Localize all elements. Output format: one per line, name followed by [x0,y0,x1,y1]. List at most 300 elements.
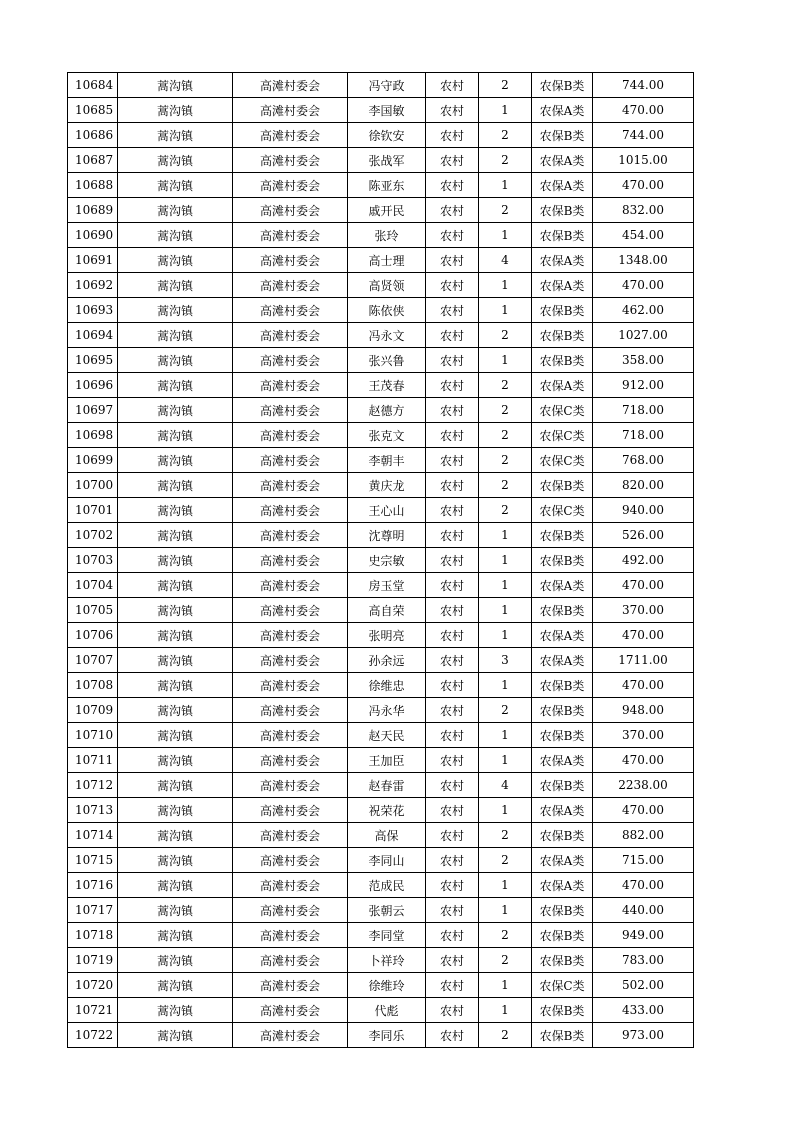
town-cell: 蒿沟镇 [118,948,233,973]
insurance-category-cell: 农保A类 [532,373,593,398]
household-type-cell: 农村 [426,73,479,98]
table-row [68,648,694,673]
table-row [68,448,694,473]
village-committee-cell: 高滩村委会 [233,248,348,273]
amount-cell: 470.00 [593,98,694,123]
record-number-cell: 10719 [68,948,118,973]
person-name-cell: 张玲 [348,223,426,248]
town-cell: 蒿沟镇 [118,448,233,473]
amount-cell: 718.00 [593,423,694,448]
family-size-cell: 1 [479,898,532,923]
family-size-cell: 1 [479,673,532,698]
amount-cell: 470.00 [593,748,694,773]
village-committee-cell: 高滩村委会 [233,148,348,173]
insurance-category-cell: 农保A类 [532,273,593,298]
town-cell: 蒿沟镇 [118,1023,233,1048]
family-size-cell: 1 [479,298,532,323]
family-size-cell: 1 [479,998,532,1023]
amount-cell: 502.00 [593,973,694,998]
person-name-cell: 李朝丰 [348,448,426,473]
insurance-category-cell: 农保A类 [532,173,593,198]
insurance-category-cell: 农保B类 [532,673,593,698]
village-committee-cell: 高滩村委会 [233,998,348,1023]
amount-cell: 1348.00 [593,248,694,273]
person-name-cell: 代彪 [348,998,426,1023]
person-name-cell: 高贤领 [348,273,426,298]
village-committee-cell: 高滩村委会 [233,323,348,348]
record-number-cell: 10706 [68,623,118,648]
village-committee-cell: 高滩村委会 [233,598,348,623]
person-name-cell: 范成民 [348,873,426,898]
insurance-category-cell: 农保B类 [532,948,593,973]
village-committee-cell: 高滩村委会 [233,473,348,498]
person-name-cell: 王加臣 [348,748,426,773]
amount-cell: 370.00 [593,723,694,748]
record-number-cell: 10721 [68,998,118,1023]
table-row [68,423,694,448]
person-name-cell: 陈亚东 [348,173,426,198]
insurance-category-cell: 农保B类 [532,323,593,348]
record-number-cell: 10686 [68,123,118,148]
village-committee-cell: 高滩村委会 [233,873,348,898]
family-size-cell: 1 [479,798,532,823]
village-committee-cell: 高滩村委会 [233,548,348,573]
record-number-cell: 10712 [68,773,118,798]
family-size-cell: 2 [479,498,532,523]
town-cell: 蒿沟镇 [118,773,233,798]
insurance-category-cell: 农保A类 [532,848,593,873]
insurance-category-cell: 农保C类 [532,973,593,998]
table-row [68,898,694,923]
household-type-cell: 农村 [426,523,479,548]
person-name-cell: 戚开民 [348,198,426,223]
insurance-category-cell: 农保B类 [532,298,593,323]
person-name-cell: 张战军 [348,148,426,173]
household-type-cell: 农村 [426,423,479,448]
record-number-cell: 10707 [68,648,118,673]
insurance-category-cell: 农保B类 [532,523,593,548]
town-cell: 蒿沟镇 [118,198,233,223]
family-size-cell: 1 [479,748,532,773]
family-size-cell: 2 [479,848,532,873]
town-cell: 蒿沟镇 [118,848,233,873]
person-name-cell: 沈尊明 [348,523,426,548]
person-name-cell: 房玉堂 [348,573,426,598]
table-row [68,273,694,298]
household-type-cell: 农村 [426,298,479,323]
person-name-cell: 冯守政 [348,73,426,98]
insurance-category-cell: 农保B类 [532,898,593,923]
village-committee-cell: 高滩村委会 [233,773,348,798]
town-cell: 蒿沟镇 [118,698,233,723]
amount-cell: 744.00 [593,73,694,98]
table-row [68,548,694,573]
record-number-cell: 10720 [68,973,118,998]
household-type-cell: 农村 [426,623,479,648]
family-size-cell: 2 [479,373,532,398]
household-type-cell: 农村 [426,873,479,898]
village-committee-cell: 高滩村委会 [233,698,348,723]
amount-cell: 470.00 [593,623,694,648]
person-name-cell: 黄庆龙 [348,473,426,498]
town-cell: 蒿沟镇 [118,923,233,948]
family-size-cell: 4 [479,773,532,798]
table-row [68,148,694,173]
family-size-cell: 1 [479,223,532,248]
amount-cell: 470.00 [593,873,694,898]
insurance-category-cell: 农保A类 [532,98,593,123]
table-row [68,73,694,98]
amount-cell: 744.00 [593,123,694,148]
record-number-cell: 10701 [68,498,118,523]
person-name-cell: 徐维玲 [348,973,426,998]
family-size-cell: 2 [479,448,532,473]
village-committee-cell: 高滩村委会 [233,623,348,648]
table-row [68,348,694,373]
family-size-cell: 1 [479,623,532,648]
household-type-cell: 农村 [426,398,479,423]
amount-cell: 492.00 [593,548,694,573]
town-cell: 蒿沟镇 [118,423,233,448]
insurance-category-cell: 农保B类 [532,348,593,373]
village-committee-cell: 高滩村委会 [233,423,348,448]
household-type-cell: 农村 [426,698,479,723]
amount-cell: 470.00 [593,798,694,823]
town-cell: 蒿沟镇 [118,748,233,773]
village-committee-cell: 高滩村委会 [233,573,348,598]
amount-cell: 820.00 [593,473,694,498]
amount-cell: 973.00 [593,1023,694,1048]
town-cell: 蒿沟镇 [118,298,233,323]
insurance-category-cell: 农保B类 [532,998,593,1023]
insurance-category-cell: 农保C类 [532,498,593,523]
person-name-cell: 张明亮 [348,623,426,648]
household-type-cell: 农村 [426,248,479,273]
family-size-cell: 1 [479,548,532,573]
person-name-cell: 张克文 [348,423,426,448]
household-type-cell: 农村 [426,998,479,1023]
amount-cell: 462.00 [593,298,694,323]
town-cell: 蒿沟镇 [118,548,233,573]
household-type-cell: 农村 [426,473,479,498]
amount-cell: 1711.00 [593,648,694,673]
town-cell: 蒿沟镇 [118,898,233,923]
household-type-cell: 农村 [426,223,479,248]
family-size-cell: 3 [479,648,532,673]
town-cell: 蒿沟镇 [118,823,233,848]
table-row [68,223,694,248]
table-row [68,98,694,123]
family-size-cell: 2 [479,473,532,498]
family-size-cell: 2 [479,1023,532,1048]
record-number-cell: 10700 [68,473,118,498]
town-cell: 蒿沟镇 [118,523,233,548]
person-name-cell: 赵春雷 [348,773,426,798]
household-type-cell: 农村 [426,898,479,923]
village-committee-cell: 高滩村委会 [233,848,348,873]
household-type-cell: 农村 [426,273,479,298]
person-name-cell: 徐钦安 [348,123,426,148]
amount-cell: 358.00 [593,348,694,373]
person-name-cell: 李同乐 [348,1023,426,1048]
family-size-cell: 1 [479,573,532,598]
table-row [68,248,694,273]
amount-cell: 470.00 [593,273,694,298]
insurance-category-cell: 农保C类 [532,423,593,448]
table-row [68,773,694,798]
table-row [68,998,694,1023]
record-number-cell: 10696 [68,373,118,398]
table-row [68,298,694,323]
family-size-cell: 1 [479,723,532,748]
village-committee-cell: 高滩村委会 [233,673,348,698]
person-name-cell: 卜祥玲 [348,948,426,973]
town-cell: 蒿沟镇 [118,98,233,123]
record-number-cell: 10713 [68,798,118,823]
village-committee-cell: 高滩村委会 [233,948,348,973]
insurance-category-cell: 农保B类 [532,598,593,623]
amount-cell: 718.00 [593,398,694,423]
family-size-cell: 2 [479,698,532,723]
amount-cell: 882.00 [593,823,694,848]
table-row [68,748,694,773]
household-type-cell: 农村 [426,198,479,223]
table-row [68,948,694,973]
allowance-table [67,72,694,1048]
household-type-cell: 农村 [426,598,479,623]
table-row [68,723,694,748]
record-number-cell: 10697 [68,398,118,423]
table-row [68,673,694,698]
family-size-cell: 1 [479,973,532,998]
table-row [68,323,694,348]
record-number-cell: 10687 [68,148,118,173]
amount-cell: 948.00 [593,698,694,723]
amount-cell: 1027.00 [593,323,694,348]
town-cell: 蒿沟镇 [118,723,233,748]
table-row [68,473,694,498]
person-name-cell: 张兴鲁 [348,348,426,373]
family-size-cell: 2 [479,323,532,348]
record-number-cell: 10694 [68,323,118,348]
family-size-cell: 2 [479,73,532,98]
record-number-cell: 10710 [68,723,118,748]
amount-cell: 470.00 [593,673,694,698]
village-committee-cell: 高滩村委会 [233,498,348,523]
person-name-cell: 王心山 [348,498,426,523]
household-type-cell: 农村 [426,498,479,523]
village-committee-cell: 高滩村委会 [233,523,348,548]
family-size-cell: 2 [479,948,532,973]
person-name-cell: 王茂春 [348,373,426,398]
village-committee-cell: 高滩村委会 [233,73,348,98]
person-name-cell: 高保 [348,823,426,848]
person-name-cell: 赵天民 [348,723,426,748]
table-row [68,698,694,723]
table-row [68,823,694,848]
family-size-cell: 1 [479,598,532,623]
town-cell: 蒿沟镇 [118,73,233,98]
town-cell: 蒿沟镇 [118,648,233,673]
person-name-cell: 李同堂 [348,923,426,948]
town-cell: 蒿沟镇 [118,273,233,298]
insurance-category-cell: 农保B类 [532,698,593,723]
insurance-category-cell: 农保A类 [532,148,593,173]
person-name-cell: 李同山 [348,848,426,873]
village-committee-cell: 高滩村委会 [233,398,348,423]
person-name-cell: 李国敏 [348,98,426,123]
person-name-cell: 祝荣花 [348,798,426,823]
town-cell: 蒿沟镇 [118,498,233,523]
record-number-cell: 10708 [68,673,118,698]
insurance-category-cell: 农保C类 [532,398,593,423]
family-size-cell: 2 [479,823,532,848]
record-number-cell: 10688 [68,173,118,198]
table-row [68,873,694,898]
village-committee-cell: 高滩村委会 [233,223,348,248]
household-type-cell: 农村 [426,748,479,773]
record-number-cell: 10695 [68,348,118,373]
town-cell: 蒿沟镇 [118,473,233,498]
table-row [68,798,694,823]
insurance-category-cell: 农保B类 [532,198,593,223]
insurance-category-cell: 农保A类 [532,873,593,898]
insurance-category-cell: 农保B类 [532,773,593,798]
amount-cell: 454.00 [593,223,694,248]
amount-cell: 783.00 [593,948,694,973]
amount-cell: 715.00 [593,848,694,873]
insurance-category-cell: 农保B类 [532,123,593,148]
family-size-cell: 2 [479,123,532,148]
village-committee-cell: 高滩村委会 [233,198,348,223]
amount-cell: 949.00 [593,923,694,948]
record-number-cell: 10718 [68,923,118,948]
amount-cell: 526.00 [593,523,694,548]
insurance-category-cell: 农保A类 [532,573,593,598]
record-number-cell: 10711 [68,748,118,773]
table-row [68,1023,694,1048]
village-committee-cell: 高滩村委会 [233,923,348,948]
household-type-cell: 农村 [426,848,479,873]
household-type-cell: 农村 [426,573,479,598]
village-committee-cell: 高滩村委会 [233,1023,348,1048]
person-name-cell: 张朝云 [348,898,426,923]
household-type-cell: 农村 [426,373,479,398]
village-committee-cell: 高滩村委会 [233,173,348,198]
table-row [68,848,694,873]
household-type-cell: 农村 [426,823,479,848]
town-cell: 蒿沟镇 [118,223,233,248]
town-cell: 蒿沟镇 [118,148,233,173]
record-number-cell: 10698 [68,423,118,448]
table-row [68,498,694,523]
insurance-category-cell: 农保B类 [532,73,593,98]
town-cell: 蒿沟镇 [118,673,233,698]
amount-cell: 832.00 [593,198,694,223]
record-number-cell: 10689 [68,198,118,223]
household-type-cell: 农村 [426,648,479,673]
table-row [68,523,694,548]
insurance-category-cell: 农保A类 [532,748,593,773]
table-row [68,373,694,398]
family-size-cell: 2 [479,398,532,423]
record-number-cell: 10691 [68,248,118,273]
household-type-cell: 农村 [426,173,479,198]
household-type-cell: 农村 [426,123,479,148]
table-row [68,623,694,648]
town-cell: 蒿沟镇 [118,598,233,623]
record-number-cell: 10714 [68,823,118,848]
household-type-cell: 农村 [426,1023,479,1048]
person-name-cell: 高士理 [348,248,426,273]
amount-cell: 1015.00 [593,148,694,173]
record-number-cell: 10704 [68,573,118,598]
household-type-cell: 农村 [426,548,479,573]
household-type-cell: 农村 [426,323,479,348]
village-committee-cell: 高滩村委会 [233,798,348,823]
family-size-cell: 2 [479,923,532,948]
household-type-cell: 农村 [426,98,479,123]
amount-cell: 768.00 [593,448,694,473]
table-row [68,923,694,948]
insurance-category-cell: 农保B类 [532,923,593,948]
town-cell: 蒿沟镇 [118,348,233,373]
table-row [68,573,694,598]
insurance-category-cell: 农保B类 [532,823,593,848]
record-number-cell: 10715 [68,848,118,873]
record-number-cell: 10722 [68,1023,118,1048]
village-committee-cell: 高滩村委会 [233,648,348,673]
family-size-cell: 4 [479,248,532,273]
insurance-category-cell: 农保B类 [532,548,593,573]
family-size-cell: 1 [479,98,532,123]
amount-cell: 370.00 [593,598,694,623]
village-committee-cell: 高滩村委会 [233,373,348,398]
household-type-cell: 农村 [426,448,479,473]
table-row [68,973,694,998]
village-committee-cell: 高滩村委会 [233,898,348,923]
family-size-cell: 1 [479,348,532,373]
person-name-cell: 冯永华 [348,698,426,723]
town-cell: 蒿沟镇 [118,123,233,148]
family-size-cell: 1 [479,273,532,298]
person-name-cell: 高自荣 [348,598,426,623]
household-type-cell: 农村 [426,923,479,948]
record-number-cell: 10685 [68,98,118,123]
record-number-cell: 10692 [68,273,118,298]
town-cell: 蒿沟镇 [118,373,233,398]
person-name-cell: 冯永文 [348,323,426,348]
record-number-cell: 10693 [68,298,118,323]
table-row [68,398,694,423]
village-committee-cell: 高滩村委会 [233,723,348,748]
town-cell: 蒿沟镇 [118,998,233,1023]
insurance-category-cell: 农保A类 [532,623,593,648]
amount-cell: 433.00 [593,998,694,1023]
table-row [68,173,694,198]
village-committee-cell: 高滩村委会 [233,973,348,998]
table-row [68,198,694,223]
household-type-cell: 农村 [426,973,479,998]
village-committee-cell: 高滩村委会 [233,123,348,148]
record-number-cell: 10703 [68,548,118,573]
amount-cell: 470.00 [593,173,694,198]
person-name-cell: 孙余远 [348,648,426,673]
household-type-cell: 农村 [426,773,479,798]
insurance-category-cell: 农保B类 [532,473,593,498]
household-type-cell: 农村 [426,348,479,373]
family-size-cell: 2 [479,198,532,223]
